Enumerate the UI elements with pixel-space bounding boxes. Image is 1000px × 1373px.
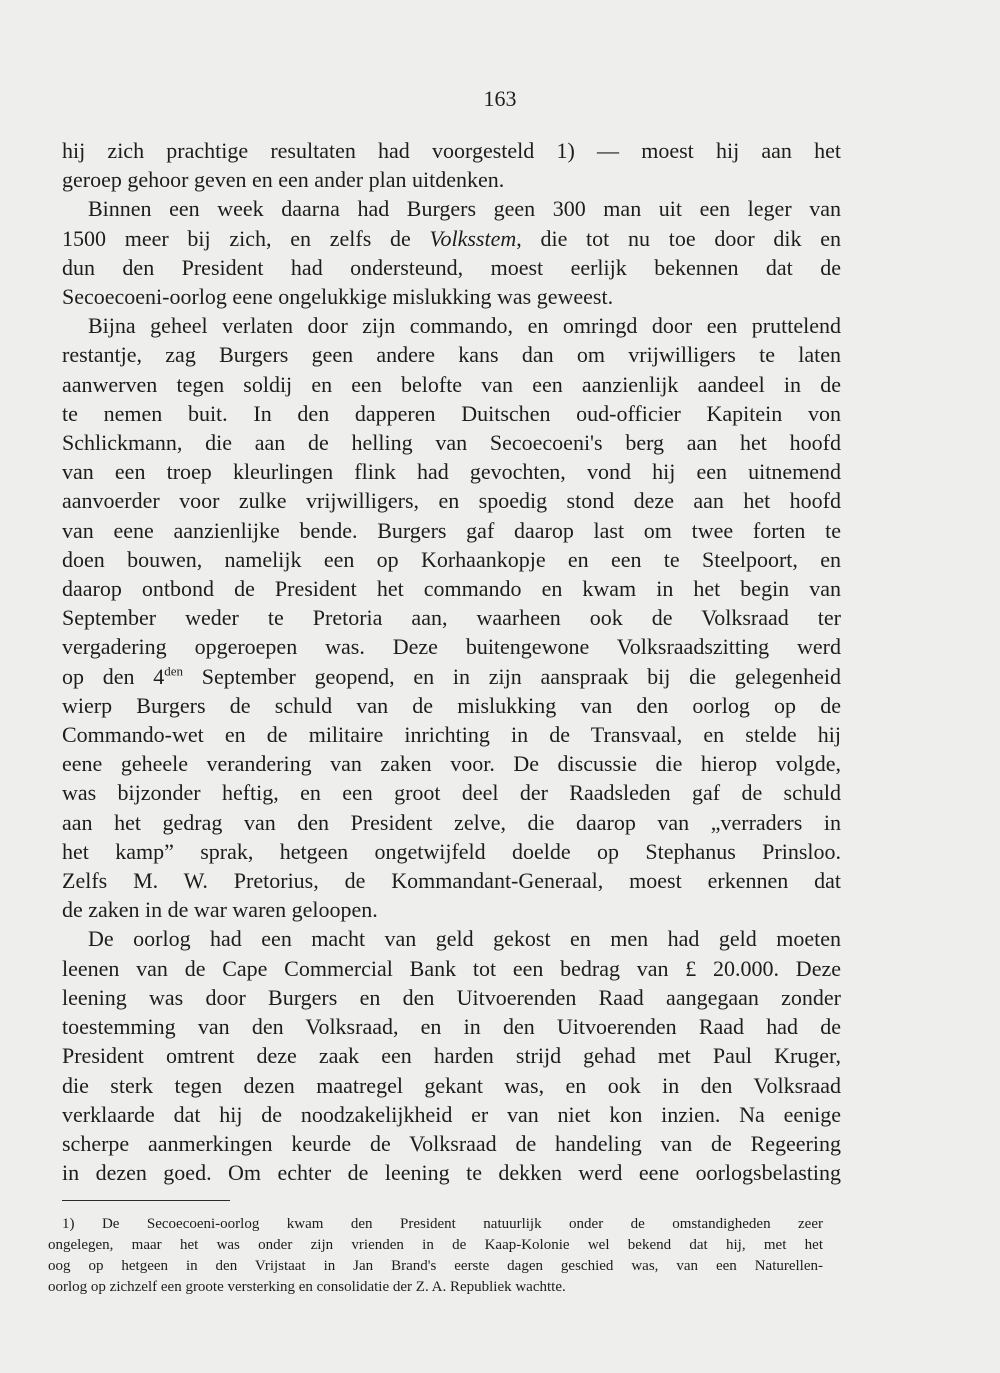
text-line: van eene aanzienlijke bende. Burgers gaf daarop last om twee forten te xyxy=(62,517,841,543)
newspaper-title: Volksstem xyxy=(429,225,517,251)
text-line: wierp Burgers de schuld van de mislukking van den oorlog op de xyxy=(62,692,841,718)
text-line: scherpe aanmerkingen keurde de Volksraad de handeling van de Regeering xyxy=(62,1130,841,1156)
footnote-line: 1) De Secoecoeni-oorlog kwam den President natuurlijk onder de omstandigheden zeer xyxy=(62,1216,823,1232)
text-line: geroep gehoor geven en een ander plan uitdenken. xyxy=(62,167,505,193)
text-line: Binnen een week daarna had Burgers geen 300 man uit een leger van xyxy=(88,196,841,222)
text-line: te nemen buit. In den dapperen Duitschen oud-officier Kapitein von xyxy=(62,400,841,426)
text-line: daarop ontbond de President het commando en kwam in het begin van xyxy=(62,576,841,602)
text-line xyxy=(62,224,841,253)
text-segment: op den 4 xyxy=(62,663,165,689)
text-line: eene geheele verandering van zaken voor. De discussie die hierop volgde, xyxy=(62,751,841,777)
text-line: toestemming van den Volksraad, en in den Uitvoerenden Raad had de xyxy=(62,1014,841,1040)
text-line: die sterk tegen dezen maatregel gekant was, en ook in den Volksraad xyxy=(62,1072,841,1098)
text-segment: , die tot nu toe door dik en xyxy=(516,225,841,251)
text-line: Schlickmann, die aan de helling van Secoecoeni's berg aan het hoofd xyxy=(62,430,841,456)
text-line: leening was door Burgers en den Uitvoerenden Raad aangegaan zonder xyxy=(62,984,841,1010)
page-number: 163 xyxy=(483,86,517,111)
text-line: van een troep kleurlingen flink had gevochten, vond hij een uitnemend xyxy=(62,459,841,485)
text-line: President omtrent deze zaak een harden strijd gehad met Paul Kruger, xyxy=(62,1043,841,1069)
text-line: aan het gedrag van den President zelve, die daarop van „verraders in xyxy=(62,809,841,835)
text-line: Secoecoeni-oorlog eene ongelukkige mislukking was geweest. xyxy=(62,284,614,310)
text-segment: September geopend, en in zijn aanspraak bij die gelegenheid xyxy=(183,663,841,689)
text-line: vergadering opgeroepen was. Deze buitengewone Volksraadszitting werd xyxy=(62,634,841,660)
body-text xyxy=(62,136,841,1187)
text-line: September weder te Pretoria aan, waarheen ook de Volksraad ter xyxy=(62,605,841,631)
text-line: aanvoerder voor zulke vrijwilligers, en spoedig stond deze aan het hoofd xyxy=(62,488,841,514)
text-line: doen bouwen, namelijk een op Korhaankopje en een te Steelpoort, en xyxy=(62,546,841,572)
text-line: verklaarde dat hij de noodzakelijkheid er van niet kon inzien. Na eenige xyxy=(62,1101,841,1127)
text-line: aanwerven tegen soldij en een belofte van een aanzienlijk aandeel in de xyxy=(62,371,841,397)
text-line: Bijna geheel verlaten door zijn commando, en omringd door een pruttelend xyxy=(88,313,841,339)
ordinal-superscript: den xyxy=(164,663,184,679)
text-line: leenen van de Cape Commercial Bank tot een bedrag van £ 20.000. Deze xyxy=(62,955,841,981)
footnote-line: oog op hetgeen in den Vrijstaat in Jan Brand's eerste dagen geschied was, van een Naturellen- xyxy=(48,1258,823,1274)
footnote-divider xyxy=(62,1200,230,1201)
text-line: De oorlog had een macht van geld gekost en men had geld moeten xyxy=(88,926,841,952)
text-segment: 1500 meer bij zich, en zelfs de xyxy=(62,225,430,251)
text-line: hij zich prachtige resultaten had voorgesteld 1) — moest hij aan het xyxy=(62,138,841,163)
text-line: restantje, zag Burgers geen andere kans dan om vrijwilligers te laten xyxy=(62,342,841,368)
text-line: dun den President had ondersteund, moest eerlijk bekennen dat de xyxy=(62,254,841,280)
text-line: in dezen goed. Om echter de leening te dekken werd eene oorlogsbelasting xyxy=(62,1160,841,1186)
footnotes xyxy=(48,1214,823,1298)
footnote-line: oorlog op zichzelf een groote versterking en consolidatie der Z. A. Republiek wachtte. xyxy=(48,1279,566,1295)
footnote-line: ongelegen, maar het was onder zijn vrienden in de Kaap-Kolonie wel bekend dat hij, met het xyxy=(48,1237,823,1253)
text-line: de zaken in de war waren geloopen. xyxy=(62,897,378,923)
text-line: was bijzonder heftig, en een groot deel der Raadsleden gaf de schuld xyxy=(62,780,841,806)
text-line xyxy=(62,662,841,691)
text-line: Zelfs M. W. Pretorius, de Kommandant-Generaal, moest erkennen dat xyxy=(62,868,841,894)
text-line: het kamp” sprak, hetgeen ongetwijfeld doelde op Stephanus Prinsloo. xyxy=(62,838,841,864)
text-line: Commando-wet en de militaire inrichting in de Transvaal, en stelde hij xyxy=(62,722,841,748)
